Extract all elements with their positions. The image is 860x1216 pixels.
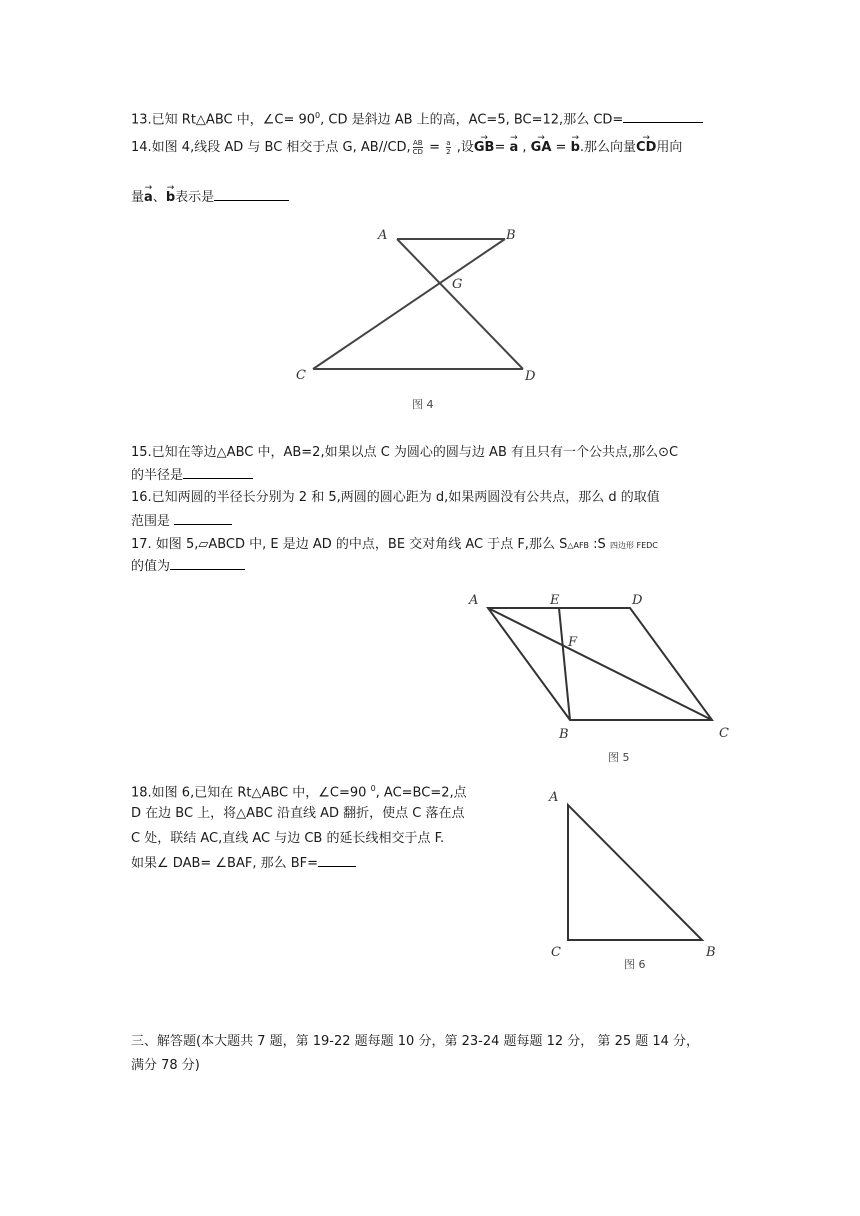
q14-fraction-ratio xyxy=(446,139,450,156)
fig4-label-c: C xyxy=(296,368,306,383)
q14-line2-b: 表示是 xyxy=(175,190,215,205)
q15-line2: 的半径是 xyxy=(131,468,184,483)
q18-line4: 如果∠ DAB= ∠BAF, 那么 BF= xyxy=(131,856,319,871)
figure-6-diagram xyxy=(540,785,730,975)
figure-4-diagram xyxy=(290,222,550,418)
q14-text-c: .那么向量 xyxy=(579,140,637,155)
q13-text-a: 13.已知 Rt△ABC 中，∠C= 90 xyxy=(131,112,316,128)
segment-bc xyxy=(313,239,505,369)
segment-ad xyxy=(397,239,523,369)
q16-line2: 范围是 xyxy=(131,514,175,529)
q16-line1: 16.已知两圆的半径长分别为 2 和 5,两圆的圆心距为 d,如果两圆没有公共点，那么 d 的取值 xyxy=(131,490,660,505)
q18-line2: D 在边 BC 上，将△ABC 沿直线 AD 翻折，使点 C 落在点 xyxy=(131,806,465,821)
segment-be xyxy=(559,608,570,720)
q14-eq2: = xyxy=(494,140,510,155)
fig4-label-d: D xyxy=(525,369,536,384)
vector-b: → b xyxy=(571,139,580,157)
q14-text-a: 14.如图 4,线段 AD 与 BC 相交于点 G, AB//CD, xyxy=(131,140,411,155)
parallelogram-symbol: ▱ xyxy=(198,537,209,552)
diagonal-ac xyxy=(488,608,712,720)
question-16 xyxy=(131,489,660,507)
question-13 xyxy=(131,107,703,129)
q14-line2-a: 量 xyxy=(131,190,145,205)
q18-line1-a: 18.如图 6,已知在 Rt△ABC 中，∠C=90 xyxy=(131,785,371,801)
question-14 xyxy=(131,139,682,157)
fig6-caption: 图 6 xyxy=(624,958,646,971)
figure-6 xyxy=(540,785,730,975)
vector-ga: → GA xyxy=(531,139,552,157)
q18-line3: C 处，联结 AC,直线 AC 与边 CB 的延长线相交于点 F. xyxy=(131,831,445,846)
fig6-label-b: B xyxy=(706,945,716,960)
fig4-label-g: G xyxy=(452,277,463,292)
section3-line1: 三、解答题(本大题共 7 题，第 19-22 题每题 10 分，第 23-24 题每题 12 分， 第 25 题 14 分， xyxy=(131,1034,700,1049)
q17-answer-blank xyxy=(170,557,245,570)
section3-line2: 满分 78 分) xyxy=(131,1058,200,1073)
q14-fraction-ab-cd xyxy=(413,139,423,156)
question-18-line-2 xyxy=(131,805,464,823)
q17-sub-afb: △AFB xyxy=(567,541,590,550)
fig6-label-a: A xyxy=(549,790,559,805)
question-17-line-2 xyxy=(131,557,245,576)
q18-answer-blank xyxy=(318,854,356,867)
question-17 xyxy=(131,536,658,555)
question-15 xyxy=(131,444,678,462)
q14-frac2-num: a xyxy=(446,139,451,147)
q18-degree: 0 xyxy=(370,784,376,793)
vector-b-2: → b xyxy=(166,189,175,207)
figure-5 xyxy=(460,586,740,772)
q15-line1: 15.已知在等边△ABC 中，AB=2,如果以点 C 为圆心的圆与边 AB 有且只有一个公共点,那么⊙C xyxy=(131,445,679,460)
q17-sub-fedc: 四边形 FEDC xyxy=(609,541,658,550)
fig5-caption: 图 5 xyxy=(608,751,630,764)
fig5-label-b: B xyxy=(559,727,569,742)
q15-answer-blank xyxy=(183,466,253,479)
q14-line2-sep: 、 xyxy=(152,190,166,205)
q14-frac1-den: CD xyxy=(412,148,423,156)
figure-5-diagram xyxy=(460,586,740,772)
question-18-line-3 xyxy=(131,830,444,848)
q14-comma: , xyxy=(518,140,531,155)
q14-eq3: = xyxy=(551,140,571,155)
section-3-heading-line-2 xyxy=(131,1057,200,1075)
fig5-label-c: C xyxy=(719,726,729,741)
fig5-label-a: A xyxy=(469,593,479,608)
vector-a-2: → a xyxy=(144,189,153,207)
section-3-heading xyxy=(131,1033,699,1051)
vector-gb: → GB xyxy=(474,139,495,157)
q16-answer-blank xyxy=(174,512,232,525)
fig4-label-b: B xyxy=(506,228,516,243)
question-18-line-4 xyxy=(131,854,356,873)
fig5-label-e: E xyxy=(550,593,560,608)
triangle-abc xyxy=(568,805,702,940)
fig4-label-a: A xyxy=(378,228,388,243)
q14-text-d: 用向 xyxy=(656,140,683,155)
q17-text-a: 17. 如图 5, xyxy=(131,537,199,552)
fig5-label-f: F xyxy=(568,635,578,650)
fig5-label-d: D xyxy=(632,593,643,608)
q17-line2: 的值为 xyxy=(131,559,171,574)
q14-text-b: ,设 xyxy=(452,140,474,155)
q14-frac2-den: 2 xyxy=(446,148,451,156)
vector-a: → a xyxy=(509,139,518,157)
q13-answer-blank xyxy=(623,110,703,123)
question-14-line-2 xyxy=(131,188,289,207)
q14-answer-blank xyxy=(214,188,289,201)
q13-degree: 0 xyxy=(315,111,321,120)
fig6-label-c: C xyxy=(551,945,561,960)
q13-text-b: , CD 是斜边 AB 上的高，AC=5, BC=12,那么 CD= xyxy=(320,112,624,128)
q14-eq: = xyxy=(424,140,445,155)
q17-text-c: :S xyxy=(589,537,610,552)
q17-text-b: ABCD 中, E 是边 AD 的中点，BE 交对角线 AC 于点 F,那么 S xyxy=(208,537,568,552)
question-18 xyxy=(131,780,467,802)
question-15-line-2 xyxy=(131,466,253,485)
fig4-caption: 图 4 xyxy=(412,398,434,411)
q18-line1-b: , AC=BC=2,点 xyxy=(375,785,467,801)
figure-4 xyxy=(290,222,550,418)
question-16-line-2 xyxy=(131,512,232,531)
q14-frac1-num: AB xyxy=(413,139,423,147)
vector-cd: → CD xyxy=(636,139,656,157)
